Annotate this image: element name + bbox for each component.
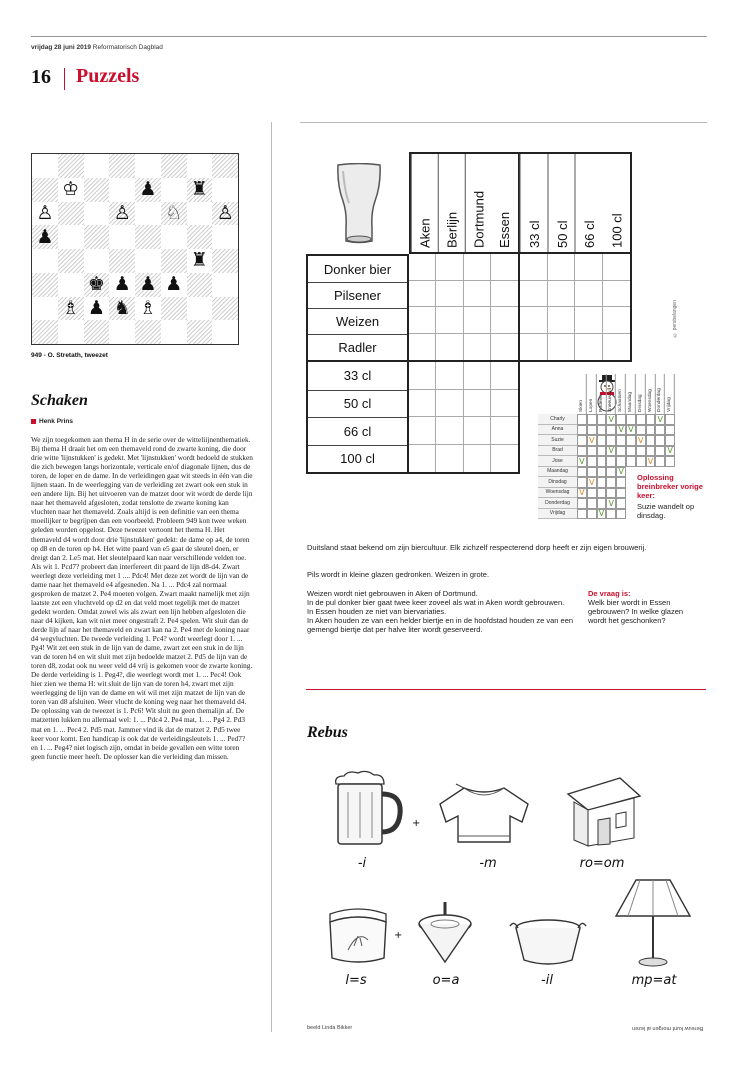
chess-square	[32, 178, 58, 202]
chess-square	[187, 273, 213, 297]
chess-square	[187, 249, 213, 273]
row-label-66cl: 66 cl	[308, 417, 407, 445]
col-label-dortmund: Dortmund	[465, 154, 492, 252]
black-pawn-icon: ♟	[87, 296, 105, 319]
puzzle-clue-1: Pils wordt in kleine glazen gedronken. Weizen in grote.	[307, 570, 490, 579]
solution-cell	[606, 425, 616, 436]
chess-square	[135, 225, 161, 249]
solution-cell	[597, 425, 607, 436]
solution-cell	[655, 425, 665, 436]
solution-cell	[597, 498, 607, 509]
solution-cell	[636, 414, 646, 425]
white-knight-icon: ♘	[165, 201, 183, 224]
solution-cell	[626, 414, 636, 425]
solution-row-label: Brad	[538, 446, 577, 457]
grid-cell[interactable]	[436, 445, 463, 473]
chess-square	[161, 178, 187, 202]
chess-square	[161, 249, 187, 273]
chess-square	[58, 297, 84, 321]
black-rook-icon: ♜	[190, 249, 208, 272]
col-group-cities	[409, 152, 520, 254]
solution-cell	[646, 435, 656, 446]
rebus-label-5: o=a	[432, 973, 460, 988]
row-label-100cl: 100 cl	[308, 445, 407, 473]
solution-cell	[577, 435, 587, 446]
chess-square	[58, 202, 84, 226]
col-label-50cl: 50 cl	[548, 154, 576, 252]
chess-square	[212, 202, 238, 226]
grid-cell[interactable]	[575, 334, 603, 361]
section-title: Puzzels	[76, 65, 140, 87]
chess-square	[32, 249, 58, 273]
solution-cell	[587, 456, 597, 467]
solution-row-label: Donderdag	[538, 498, 577, 509]
grid-cell[interactable]	[491, 390, 518, 418]
solution-cell	[655, 456, 665, 467]
puzzle-clues	[307, 589, 579, 634]
tub-icon	[508, 916, 588, 966]
chess-square	[212, 297, 238, 321]
grid-cell[interactable]	[464, 445, 491, 473]
grid-cell[interactable]	[491, 281, 518, 308]
white-king-icon: ♔	[62, 178, 80, 201]
solution-col-label: Maandag	[626, 374, 636, 414]
grid-beer-size	[520, 254, 632, 362]
rebus-label-6: -il	[541, 973, 553, 988]
solution-cell	[577, 425, 587, 436]
grid-cell[interactable]	[603, 307, 631, 334]
chess-square	[109, 225, 135, 249]
solution-check-mark: V	[608, 414, 615, 424]
chess-square	[58, 178, 84, 202]
grid-cell[interactable]	[520, 254, 548, 281]
grid-cell[interactable]	[520, 281, 548, 308]
puzzle-intro: Duitsland staat bekend om zijn biercultuur. Elk zichzelf respecterend dorp heeft er zijn eigen brouwerij.	[307, 543, 647, 552]
solution-check-mark: V	[588, 477, 595, 487]
grid-cell[interactable]	[520, 307, 548, 334]
chess-square	[161, 273, 187, 297]
chess-square	[212, 178, 238, 202]
chess-square	[212, 320, 238, 344]
rebus-label-7: mp=at	[631, 973, 677, 988]
grid-cell[interactable]	[464, 281, 491, 308]
page-number: 16	[31, 66, 51, 88]
beer-mug-icon	[330, 770, 405, 850]
chess-square	[161, 225, 187, 249]
solution-cell	[665, 435, 675, 446]
solution-cell	[577, 446, 587, 457]
grid-cell[interactable]	[436, 417, 463, 445]
solution-cell	[587, 498, 597, 509]
chess-square	[58, 154, 84, 178]
col-group-sizes	[520, 152, 632, 254]
grid-cell[interactable]	[464, 334, 491, 361]
black-rook-icon: ♜	[190, 178, 208, 201]
header-dateline	[31, 44, 163, 51]
solution-check-mark: V	[579, 488, 585, 498]
chess-square	[84, 273, 110, 297]
solution-cell	[616, 477, 626, 488]
grid-cell[interactable]	[548, 334, 576, 361]
row-label-pilsener: Pilsener	[308, 282, 407, 308]
rebus-plus-1: +	[412, 818, 421, 829]
chessboard	[31, 153, 239, 345]
grid-cell[interactable]	[575, 307, 603, 334]
solution-cell	[616, 456, 626, 467]
chess-square	[109, 297, 135, 321]
rebus-credit: beeld Linda Bikker	[307, 1025, 353, 1031]
grid-size-city	[409, 362, 520, 474]
white-pawn-icon: ♙	[113, 201, 131, 224]
chess-square	[32, 202, 58, 226]
col-label-33cl: 33 cl	[520, 154, 548, 252]
white-bishop-icon: ♗	[139, 296, 157, 319]
solution-cell	[616, 488, 626, 499]
solution-cell	[587, 488, 597, 499]
solution-col-label: Rodelen	[597, 374, 607, 414]
solution-cell	[587, 446, 597, 457]
solution-row-label: Dinsdag	[538, 477, 577, 488]
sweater-icon	[434, 782, 534, 844]
grid-beer-city	[409, 254, 520, 362]
chess-caption: 949 - O. Stretath, tweezet	[31, 352, 108, 359]
solution-cell	[665, 414, 675, 425]
chess-square	[58, 320, 84, 344]
row-group-sizes	[306, 362, 409, 474]
row-group-beers	[306, 254, 409, 362]
solution-col-label: Woensdag	[646, 374, 656, 414]
solution-row-label: Suzie	[538, 435, 577, 446]
grid-cell[interactable]	[436, 390, 463, 418]
black-pawn-icon: ♟	[139, 178, 157, 201]
chess-square	[161, 154, 187, 178]
row-label-33cl: 33 cl	[343, 368, 372, 384]
chess-square	[84, 320, 110, 344]
canister-icon	[324, 900, 392, 964]
column-divider	[271, 122, 272, 1032]
chess-square	[135, 178, 161, 202]
solution-cell	[616, 509, 626, 520]
solution-cell	[616, 414, 626, 425]
black-knight-icon: ♞	[113, 296, 131, 319]
chess-square	[212, 249, 238, 273]
chess-square	[212, 225, 238, 249]
chess-square	[58, 249, 84, 273]
chess-square	[109, 273, 135, 297]
grid-cell[interactable]	[436, 362, 463, 390]
solution-cell	[597, 414, 607, 425]
grid-cell[interactable]	[464, 417, 491, 445]
solution-col-label: Vrijdag	[665, 374, 675, 414]
solution-cell	[636, 446, 646, 457]
solution-col-label: Dinsdag	[636, 374, 646, 414]
hut-icon	[564, 774, 644, 850]
col-label-berlijn: Berlijn	[438, 154, 465, 252]
solution-cell	[606, 456, 616, 467]
grid-cell[interactable]	[464, 362, 491, 390]
grid-cell[interactable]	[548, 254, 576, 281]
rebus-label-4: l=s	[345, 973, 367, 988]
page-separator	[64, 68, 65, 90]
header-date: vrijdag 28 juni 2019	[31, 44, 91, 51]
solution-col-label: Donderdag	[655, 374, 665, 414]
solution-row-label: Vrijdag	[538, 509, 577, 520]
grid-cell[interactable]	[548, 281, 576, 308]
puzzle-credit: © persbelangen	[672, 300, 678, 338]
grid-cell[interactable]	[603, 334, 631, 361]
chess-square	[212, 273, 238, 297]
chess-square	[32, 320, 58, 344]
row-label-50cl: 50 cl	[308, 390, 407, 418]
solution-cell	[606, 467, 616, 478]
chess-square	[32, 154, 58, 178]
grid-cell[interactable]	[548, 307, 576, 334]
chess-square	[84, 154, 110, 178]
chess-square	[187, 297, 213, 321]
solution-check-mark: V	[579, 456, 585, 466]
solution-cell	[577, 414, 587, 425]
chess-square	[135, 273, 161, 297]
solution-cell	[626, 456, 636, 467]
chess-square	[109, 320, 135, 344]
solution-cell	[646, 446, 656, 457]
solution-cell	[606, 435, 616, 446]
solution-row-label: Woensdag	[538, 488, 577, 499]
chess-article: We zijn toegekomen aan thema H in de serie over de witteliijnenthematiek. Bij thema H draait het om een themaveld rond de zwarte koning, die door drie witte 'lijnstukken' is gedekt. Met 'lijnstukken' wordt bedoeld de stukken die zich bewegen langs horizontale, verticale en/of diagonale lijnen, dus de toren, de loper en de dame. In de verleidingen gaat wit steeds in één van die lijnen staan. In de weerlegging van de verleiding zet zwart ook een stuk in een andere lijn. Bij het uitvoeren van de matzet door wit wordt de derde lijn naar het themaveld afgesloten, zodat tenslotte de zwarte koning kan vluchten naar het themaveld. Zoals altijd is een definitie van een thema moeilijker te begrijpen dan een voorbeeld. Probleem 949 kon twee weken geleden worden opgelost. Deze tweezet vertoont het thema H. Het themaveld d4 wordt door drie 'lijnstukken' gedekt: de dame op a4, de toren op d8 en de toren op h4. Het witte paard van e5 gaat de sleutel doen, er dreigt dan 2. Le5 mat. Het sleutelpaard kan naar verschillende velden toe. Als wit 1. Pcd7? probeert dan interfereert dit paard de lijn d8-d4. Zwart weerlegt deze verleiding met 1 .... Pdc4! Met deze zet wordt de lijn van de dame naar het themaveld e4 afgesneden. Na 1. ... Pdc4 zal normaal gesproken de matzet 2. Pe4 moeten volgen. Zwart maakt namelijk met zijn laatste zet een vluchtveld op d2 en dat veld moet tegelijk met de matzet gedekt worden. Omdat zowel wis als zwart een lijn hebben afgesloten die naar d4 kijken, kan wit niet meer ongestraft 2. Pe4 spelen. Wit sluit dan de derde lijn af naar het themaveld en zwart kan na 2. Pe4 met de koning naar d4 wegvluchten. De tweede verleiding 1. Pc4? wordt weerlegt door 1. ... Pg4! Wit zet een stuk in de lijn van de dame, zwart zet een stuk in de lijn van de toren h4 en wit sluit met zijn bedoelde matzet 2. Pd5 de lijn van de toren d8, zodat ook nu weer veld d4 vrij is gekomen voor de zwarte koning. De derde verleiding is 1. Peg4?, die weerlegt wordt met 1. ... Pec4! Ook hier zien we thema H: wit sluit de lijn van de toren h4, zwart met zijn weerlegging de lijn van de dame en wit wil met zijn matzet de lijn van de toren van d8 afsluiten. Weer vlucht de koning weg naar het themaveld d4. De oplossing van de tweezet is 1. Pc6! Wit sluit nu geen themalijn af. De matzetten lukken nu allemaal wel: 1. ... Pdc4 2. Pe4 mat, 1. ... Pg4 2. Pd3 mat en 1. ... Pec4 2. Pd5 mat. Jammer vind ik dat de matzet 2. Pd5 twee keer voor komt. Een handicap is ook dat de verleidingsleutels 1. ... Ped7? en 1. ... Peg4? niet logisch zijn, omdat in beide gevallen een witte toren geen functie meer heeft. De oplosser kan die verleiding dan missen.	[31, 435, 253, 761]
solution-cell	[587, 509, 597, 520]
chess-square	[187, 178, 213, 202]
black-pawn-icon: ♟	[139, 273, 157, 296]
solution-check-mark: V	[608, 446, 615, 456]
chess-square	[187, 320, 213, 344]
grid-cell[interactable]	[491, 362, 518, 390]
solution-col-label: Lopen	[587, 374, 597, 414]
grid-cell[interactable]	[491, 417, 518, 445]
row-label-weizen: Weizen	[308, 308, 407, 334]
solution-check-mark: V	[618, 467, 624, 477]
grid-cell[interactable]	[409, 307, 436, 334]
black-king-icon: ♚	[87, 273, 105, 296]
chess-square	[161, 202, 187, 226]
chess-square	[84, 225, 110, 249]
rebus-label-1: -i	[357, 856, 367, 871]
grid-cell[interactable]	[491, 307, 518, 334]
chess-square	[32, 273, 58, 297]
solution-cell	[626, 435, 636, 446]
grid-cell[interactable]	[409, 445, 436, 473]
puzzle-clue: Weizen wordt niet gebrouwen in Aken of Dortmund.	[307, 589, 478, 598]
chess-square	[161, 320, 187, 344]
rebus-plus-2: +	[394, 930, 403, 941]
chess-author-name: Henk Prins	[39, 418, 73, 425]
solution-cell	[636, 456, 646, 467]
chess-square	[84, 178, 110, 202]
solution-cell	[606, 509, 616, 520]
solution-cell	[655, 435, 665, 446]
chess-square	[135, 297, 161, 321]
chess-square	[161, 297, 187, 321]
solution-cell	[636, 425, 646, 436]
chess-square	[187, 202, 213, 226]
solution-cell	[597, 446, 607, 457]
chess-square	[109, 178, 135, 202]
chess-square	[135, 320, 161, 344]
chess-square	[135, 154, 161, 178]
grid-cell[interactable]	[436, 281, 463, 308]
solution-check-mark: V	[608, 498, 615, 508]
col-label-66cl: 66 cl	[575, 154, 603, 252]
grid-cell[interactable]	[575, 281, 603, 308]
grid-cell[interactable]	[491, 445, 518, 473]
solution-cell	[616, 446, 626, 457]
solution-row-label: Anna	[538, 425, 577, 436]
grid-cell[interactable]	[464, 307, 491, 334]
solution-cell	[587, 414, 597, 425]
header-rule	[31, 36, 707, 37]
right-top-rule	[300, 122, 707, 123]
chess-square	[135, 249, 161, 273]
solution-cell	[577, 467, 587, 478]
chess-square	[58, 225, 84, 249]
puzzle-clue: In de pul donker bier gaat twee keer zoveel als wat in Aken wordt gebrouwen.	[307, 598, 565, 608]
author-marker	[31, 419, 36, 424]
solution-col-label: Schaatsen	[616, 374, 626, 414]
chess-square	[84, 249, 110, 273]
black-pawn-icon: ♟	[113, 273, 131, 296]
white-pawn-icon: ♙	[216, 201, 234, 224]
chess-square	[32, 225, 58, 249]
chess-author	[31, 418, 73, 425]
grid-cell[interactable]	[409, 281, 436, 308]
puzzle-clue: In Aken houden ze van een helder biertje en in de hoofdstad houden ze van een gemengd biertje dat per halve liter wordt geserveerd.	[307, 616, 574, 635]
puzzle-clue: In Essen houden ze niet van biervariaties.	[307, 607, 447, 617]
black-pawn-icon: ♟	[165, 273, 183, 296]
grid-cell[interactable]	[520, 334, 548, 361]
chess-square	[84, 202, 110, 226]
solution-check-mark: V	[647, 456, 654, 466]
solution-cell	[597, 467, 607, 478]
solution-col-label: Sneeuwfun	[606, 374, 616, 414]
rebus-label-3: ro=om	[579, 856, 625, 871]
white-bishop-icon: ♗	[62, 296, 80, 319]
solution-check-mark: V	[628, 425, 634, 435]
solution-cell	[597, 435, 607, 446]
solution-text: Suzie wandelt op dinsdag.	[637, 502, 695, 520]
solution-row-label: Charly	[538, 414, 577, 425]
solution-cell	[587, 425, 597, 436]
header-paper: Reformatorisch Dagblad	[92, 44, 163, 51]
col-label-100cl: 100 cl	[608, 213, 624, 248]
lamp-icon	[610, 876, 696, 968]
grid-cell[interactable]	[436, 334, 463, 361]
solution-check-mark: V	[598, 509, 605, 519]
section-rule	[306, 689, 706, 690]
solution-cell	[655, 446, 665, 457]
chess-square	[187, 225, 213, 249]
solution-row-label: Maandag	[538, 467, 577, 478]
solution-cell	[616, 435, 626, 446]
grid-cell[interactable]	[409, 254, 436, 281]
row-label-donker-bier: Donker bier	[323, 261, 392, 277]
grid-cell[interactable]	[603, 254, 631, 281]
solution-cell	[577, 477, 587, 488]
solution-cell	[665, 425, 675, 436]
col-label-essen: Essen	[497, 211, 513, 248]
solution-cell	[606, 488, 616, 499]
grid-cell[interactable]	[464, 390, 491, 418]
solution-title: Oplossing breinbreker vorige keer:	[637, 473, 703, 500]
grid-cell[interactable]	[409, 390, 436, 418]
spinning-top-icon	[414, 900, 476, 966]
solution-cell	[587, 467, 597, 478]
grid-cell[interactable]	[409, 417, 436, 445]
solution-cell	[665, 456, 675, 467]
solution-cell	[616, 498, 626, 509]
chess-square	[109, 154, 135, 178]
grid-cell[interactable]	[491, 334, 518, 361]
chess-square	[187, 154, 213, 178]
black-pawn-icon: ♟	[36, 225, 54, 248]
rebus-heading: Rebus	[307, 724, 348, 741]
solution-check-mark: V	[637, 435, 644, 445]
chess-square	[84, 297, 110, 321]
grid-cell[interactable]	[409, 334, 436, 361]
solution-cell	[597, 477, 607, 488]
grid-cell[interactable]	[464, 254, 491, 281]
solution-col-label: Skien	[577, 374, 587, 414]
solution-cell	[646, 425, 656, 436]
chess-square	[109, 249, 135, 273]
grid-cell[interactable]	[409, 362, 436, 390]
grid-cell[interactable]	[603, 281, 631, 308]
chess-square	[58, 273, 84, 297]
solution-cell	[577, 509, 587, 520]
chess-square	[109, 202, 135, 226]
solution-cell	[577, 498, 587, 509]
solution-row-label: Jose	[538, 456, 577, 467]
solution-check-mark: V	[588, 435, 595, 445]
rebus-answer-note: Bereuw kunt morgen al lezen	[632, 1025, 704, 1031]
solution-check-mark: V	[618, 425, 624, 435]
solution-cell	[597, 488, 607, 499]
solution-cell	[646, 414, 656, 425]
row-label-radler: Radler	[308, 334, 407, 360]
solution-check-mark: V	[667, 446, 673, 456]
question-title: De vraag is:	[588, 589, 631, 598]
solution-cell	[606, 477, 616, 488]
col-label-aken: Aken	[411, 154, 438, 252]
chess-square	[212, 154, 238, 178]
chess-square	[135, 202, 161, 226]
solution-cell	[626, 446, 636, 457]
grid-cell[interactable]	[491, 254, 518, 281]
grid-cell[interactable]	[436, 254, 463, 281]
solution-check-mark: V	[657, 414, 664, 424]
rebus-label-2: -m	[479, 856, 497, 871]
solution-cell	[597, 456, 607, 467]
chess-square	[32, 297, 58, 321]
white-pawn-icon: ♙	[36, 201, 54, 224]
question-text: Welk bier wordt in Essen gebrouwen? In welke glazen wordt het geschonken?	[588, 598, 684, 626]
chess-heading: Schaken	[31, 392, 88, 409]
grid-cell[interactable]	[575, 254, 603, 281]
grid-cell[interactable]	[436, 307, 463, 334]
